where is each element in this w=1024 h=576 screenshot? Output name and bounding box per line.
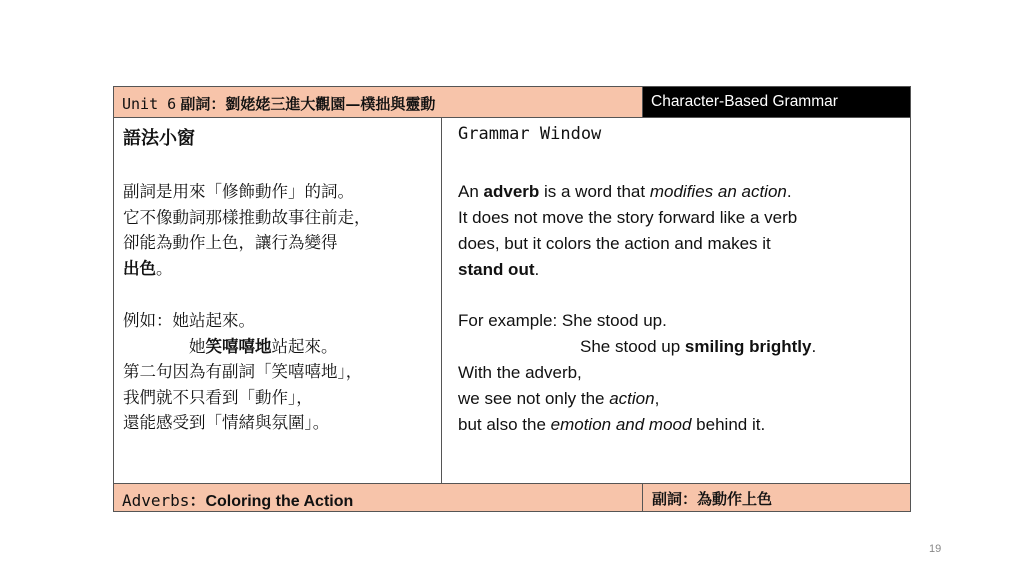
en-bold: adverb — [483, 182, 540, 201]
zh-line: 卻能為動作上色，讓行為變得 — [123, 233, 338, 252]
en-text: but also the — [458, 415, 551, 434]
zh-text: 站起來。 — [271, 336, 338, 356]
header-label: Character-Based Grammar — [651, 93, 838, 110]
english-example — [458, 308, 816, 438]
zh-line: 第二句因為有副詞「笑嘻嘻地」， — [123, 362, 363, 381]
table-header — [114, 87, 910, 118]
en-italic: emotion and mood — [550, 415, 692, 434]
zh-line: 例如：她站起來。 — [123, 311, 255, 330]
zh-line: 副詞是用來「修飾動作」的詞。 — [123, 182, 354, 201]
en-line — [458, 257, 797, 283]
footer-left-cell — [114, 484, 643, 511]
footer-rest: ：Coloring the Action — [189, 493, 354, 510]
en-line — [458, 386, 816, 412]
zh-line — [123, 334, 362, 360]
chinese-panel-title: 語法小窗 — [123, 128, 195, 149]
footer-left-text — [122, 488, 353, 511]
footer-right-text: 副詞：為動作上色 — [652, 490, 773, 508]
en-text: . — [811, 337, 817, 356]
en-line: It does not move the story forward like a verb — [458, 208, 798, 227]
en-line — [458, 412, 816, 438]
page-number: 19 — [929, 543, 942, 555]
english-definition — [458, 179, 797, 283]
zh-line — [123, 256, 371, 282]
header-title — [122, 93, 435, 114]
zh-line: 還能感受到「情緒與氛圍」。 — [123, 413, 330, 432]
zh-line: 我們就不只看到「動作」， — [123, 387, 313, 407]
zh-line: 它不像動詞那樣推動故事往前走， — [123, 207, 371, 227]
zh-text: 她 — [189, 336, 206, 356]
en-line — [458, 179, 797, 205]
english-panel-title: Grammar Window — [458, 124, 602, 144]
zh-text: 。 — [156, 258, 173, 278]
en-text: An — [458, 182, 484, 201]
chinese-example — [123, 308, 362, 436]
header-unit: Unit 6 — [122, 95, 177, 113]
en-text: She stood up — [580, 337, 685, 356]
en-line: does, but it colors the action and makes it — [458, 234, 771, 253]
en-text: is a word that — [539, 182, 650, 201]
en-italic: action — [609, 389, 655, 408]
chinese-panel — [114, 118, 442, 483]
en-text: behind it. — [691, 415, 766, 434]
en-text: . — [786, 182, 792, 201]
en-line: With the adverb, — [458, 363, 582, 382]
footer-word: Adverbs — [122, 491, 190, 510]
en-text: we see not only the — [458, 389, 610, 408]
en-bold: stand out — [458, 260, 535, 279]
en-text: , — [654, 389, 660, 408]
header-label-cell — [643, 87, 910, 117]
english-panel — [442, 118, 910, 483]
en-italic: modifies an action — [649, 182, 787, 201]
table-footer — [114, 483, 910, 511]
chinese-definition — [123, 179, 371, 281]
en-line: For example: She stood up. — [458, 311, 667, 330]
en-line — [458, 334, 816, 360]
slide-table — [113, 86, 911, 512]
zh-bold: 笑嘻嘻地 — [205, 336, 272, 356]
header-title-text: 副詞：劉姥姥三進大觀園—樸拙與靈動 — [180, 95, 436, 113]
en-text: . — [534, 260, 540, 279]
zh-bold: 出色 — [123, 258, 156, 278]
header-title-cell — [114, 87, 643, 117]
en-bold: smiling brightly — [684, 337, 812, 356]
